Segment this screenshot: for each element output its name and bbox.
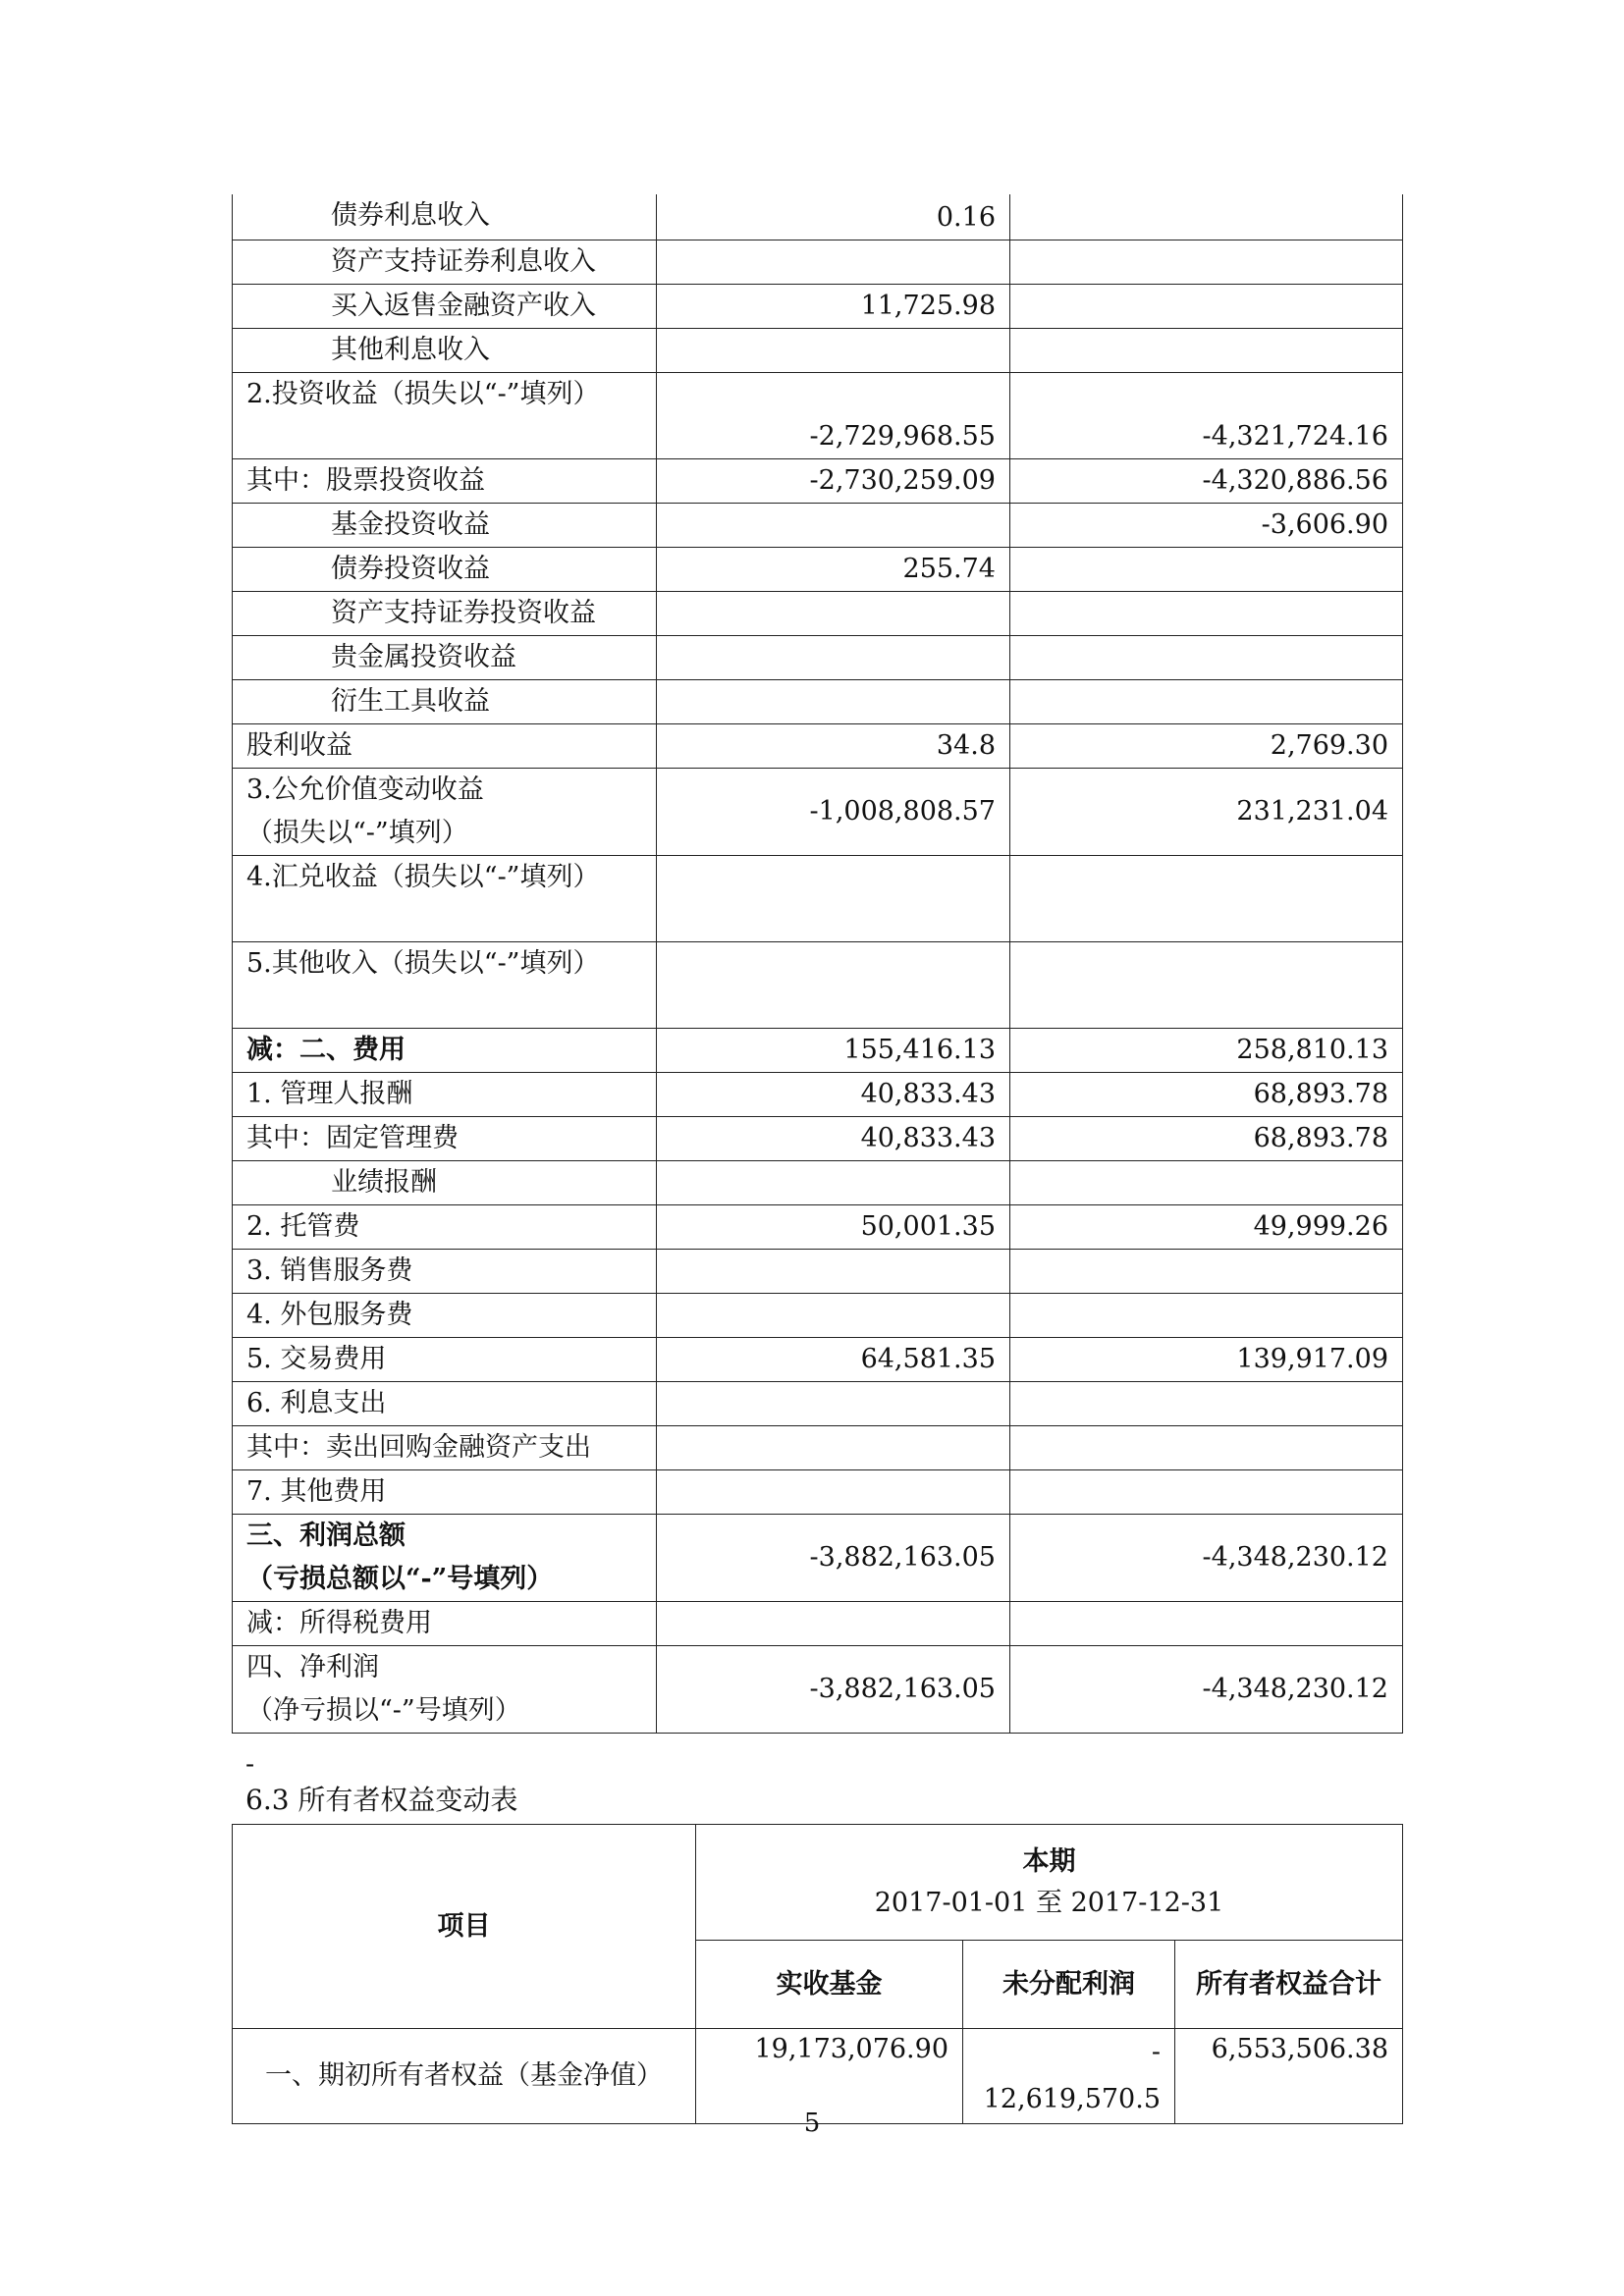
table-row <box>233 503 1403 547</box>
row-label: 贵金属投资收益 <box>233 635 657 679</box>
row-label: 4.汇兑收益（损失以“-”填列） <box>233 855 657 941</box>
col-undistributed-profit: 未分配利润 <box>963 1941 1175 2029</box>
table-row <box>233 1469 1403 1514</box>
row-label: 资产支持证券投资收益 <box>233 591 657 635</box>
current-period-value <box>657 1381 1010 1425</box>
table-row <box>233 855 1403 941</box>
current-period-value <box>657 679 1010 723</box>
row-label: 买入返售金融资产收入 <box>233 284 657 328</box>
section-title: 6.3 所有者权益变动表 <box>245 1784 518 1816</box>
table-row <box>233 635 1403 679</box>
row-label: 基金投资收益 <box>233 503 657 547</box>
table-row <box>233 1160 1403 1204</box>
prior-period-value <box>1010 194 1403 240</box>
prior-period-value: -4,348,230.12 <box>1010 1645 1403 1733</box>
table-row <box>233 723 1403 768</box>
row-label: 其他利息收入 <box>233 328 657 372</box>
period-header <box>696 1825 1403 1941</box>
col-total-equity: 所有者权益合计 <box>1175 1941 1403 2029</box>
current-period-value <box>657 1249 1010 1293</box>
current-period-value <box>657 1469 1010 1514</box>
table-row <box>233 1204 1403 1249</box>
current-period-value <box>657 1425 1010 1469</box>
current-period-value <box>657 1293 1010 1337</box>
table-row <box>233 1028 1403 1072</box>
current-period-value <box>657 328 1010 372</box>
current-period-value: 155,416.13 <box>657 1028 1010 1072</box>
table-row <box>233 1601 1403 1645</box>
table-row <box>233 1337 1403 1381</box>
row-label: 其中：股票投资收益 <box>233 458 657 503</box>
col-paid-in-fund: 实收基金 <box>696 1941 963 2029</box>
row-label: 4. 外包服务费 <box>233 1293 657 1337</box>
current-period-value: -2,729,968.55 <box>657 372 1010 458</box>
current-period-value <box>657 635 1010 679</box>
row-label: 7. 其他费用 <box>233 1469 657 1514</box>
row-label: 3. 销售服务费 <box>233 1249 657 1293</box>
table-row <box>233 1381 1403 1425</box>
current-period-value <box>657 855 1010 941</box>
row-label: 业绩报酬 <box>233 1160 657 1204</box>
current-period-value <box>657 503 1010 547</box>
prior-period-value <box>1010 1381 1403 1425</box>
row-label: 5.其他收入（损失以“-”填列） <box>233 941 657 1028</box>
table-row <box>233 768 1403 855</box>
prior-period-value <box>1010 635 1403 679</box>
row-label: 债券利息收入 <box>233 194 657 240</box>
row-label: 3.公允价值变动收益 （损失以“-”填列） <box>233 768 657 855</box>
undistributed-sign: - <box>1151 2037 1161 2067</box>
prior-period-value <box>1010 1160 1403 1204</box>
current-period-value <box>657 941 1010 1028</box>
prior-period-value <box>1010 1601 1403 1645</box>
current-period-value: 255.74 <box>657 547 1010 591</box>
current-period-value: -1,008,808.57 <box>657 768 1010 855</box>
prior-period-value: -4,320,886.56 <box>1010 458 1403 503</box>
table-row <box>233 1116 1403 1160</box>
income-statement-table <box>232 194 1403 1734</box>
row-label: 2.投资收益（损失以“-”填列） <box>233 372 657 458</box>
row-label: 其中：卖出回购金融资产支出 <box>233 1425 657 1469</box>
table-row <box>233 284 1403 328</box>
row-label: 其中：固定管理费 <box>233 1116 657 1160</box>
table-row <box>233 941 1403 1028</box>
prior-period-value <box>1010 547 1403 591</box>
prior-period-value <box>1010 1425 1403 1469</box>
prior-period-value: 2,769.30 <box>1010 723 1403 768</box>
row-label: 资产支持证券利息收入 <box>233 240 657 284</box>
table-row <box>233 1425 1403 1469</box>
row-label: 减：所得税费用 <box>233 1601 657 1645</box>
current-period-value: 34.8 <box>657 723 1010 768</box>
table-row <box>233 240 1403 284</box>
current-period-value: 64,581.35 <box>657 1337 1010 1381</box>
row-opening-equity-label: 一、期初所有者权益（基金净值） <box>233 2029 696 2124</box>
period-label: 本期 <box>1022 1845 1076 1877</box>
current-period-value <box>657 240 1010 284</box>
current-period-value <box>657 1601 1010 1645</box>
undistributed-value: 12,619,570.5 <box>983 2084 1161 2114</box>
prior-period-value: 139,917.09 <box>1010 1337 1403 1381</box>
row-label: 6. 利息支出 <box>233 1381 657 1425</box>
prior-period-value: -3,606.90 <box>1010 503 1403 547</box>
table-row <box>233 458 1403 503</box>
prior-period-value <box>1010 328 1403 372</box>
table-row <box>233 1249 1403 1293</box>
current-period-value: 11,725.98 <box>657 284 1010 328</box>
current-period-value: -2,730,259.09 <box>657 458 1010 503</box>
table-row <box>233 547 1403 591</box>
row-label: 三、利润总额 （亏损总额以“-”号填列） <box>233 1514 657 1601</box>
table-row <box>233 1072 1403 1116</box>
row-label: 四、净利润 （净亏损以“-”号填列） <box>233 1645 657 1733</box>
prior-period-value <box>1010 591 1403 635</box>
row-label: 衍生工具收益 <box>233 679 657 723</box>
current-period-value <box>657 1160 1010 1204</box>
current-period-value: 40,833.43 <box>657 1072 1010 1116</box>
current-period-value: 0.16 <box>657 194 1010 240</box>
prior-period-value <box>1010 679 1403 723</box>
prior-period-value <box>1010 855 1403 941</box>
row-label: 股利收益 <box>233 723 657 768</box>
prior-period-value <box>1010 284 1403 328</box>
table-row <box>233 372 1403 458</box>
row-label: 2. 托管费 <box>233 1204 657 1249</box>
prior-period-value <box>1010 240 1403 284</box>
prior-period-value: 68,893.78 <box>1010 1072 1403 1116</box>
prior-period-value <box>1010 941 1403 1028</box>
stray-dash: - <box>245 1749 255 1780</box>
current-period-value: -3,882,163.05 <box>657 1645 1010 1733</box>
equity-change-table <box>232 1824 1403 2124</box>
page-number: 5 <box>803 2109 821 2138</box>
current-period-value: -3,882,163.05 <box>657 1514 1010 1601</box>
prior-period-value: 68,893.78 <box>1010 1116 1403 1160</box>
prior-period-value: -4,321,724.16 <box>1010 372 1403 458</box>
row-label: 减：二、费用 <box>233 1028 657 1072</box>
table-row <box>233 328 1403 372</box>
table-row <box>233 1293 1403 1337</box>
row-label: 债券投资收益 <box>233 547 657 591</box>
prior-period-value: 258,810.13 <box>1010 1028 1403 1072</box>
current-period-value: 40,833.43 <box>657 1116 1010 1160</box>
prior-period-value <box>1010 1249 1403 1293</box>
current-period-value <box>657 591 1010 635</box>
table-row <box>233 1645 1403 1733</box>
period-range: 2017-01-01 至 2017-12-31 <box>874 1887 1224 1918</box>
prior-period-value: 49,999.26 <box>1010 1204 1403 1249</box>
prior-period-value <box>1010 1469 1403 1514</box>
row-opening-paid-in: 19,173,076.90 <box>696 2029 963 2124</box>
prior-period-value: 231,231.04 <box>1010 768 1403 855</box>
prior-period-value <box>1010 1293 1403 1337</box>
table-row <box>233 194 1403 240</box>
table-row <box>233 679 1403 723</box>
row-label: 1. 管理人报酬 <box>233 1072 657 1116</box>
table-row <box>233 1514 1403 1601</box>
row-label: 5. 交易费用 <box>233 1337 657 1381</box>
item-header: 项目 <box>233 1825 696 2029</box>
current-period-value: 50,001.35 <box>657 1204 1010 1249</box>
prior-period-value: -4,348,230.12 <box>1010 1514 1403 1601</box>
row-opening-total: 6,553,506.38 <box>1175 2029 1403 2124</box>
table-row <box>233 591 1403 635</box>
